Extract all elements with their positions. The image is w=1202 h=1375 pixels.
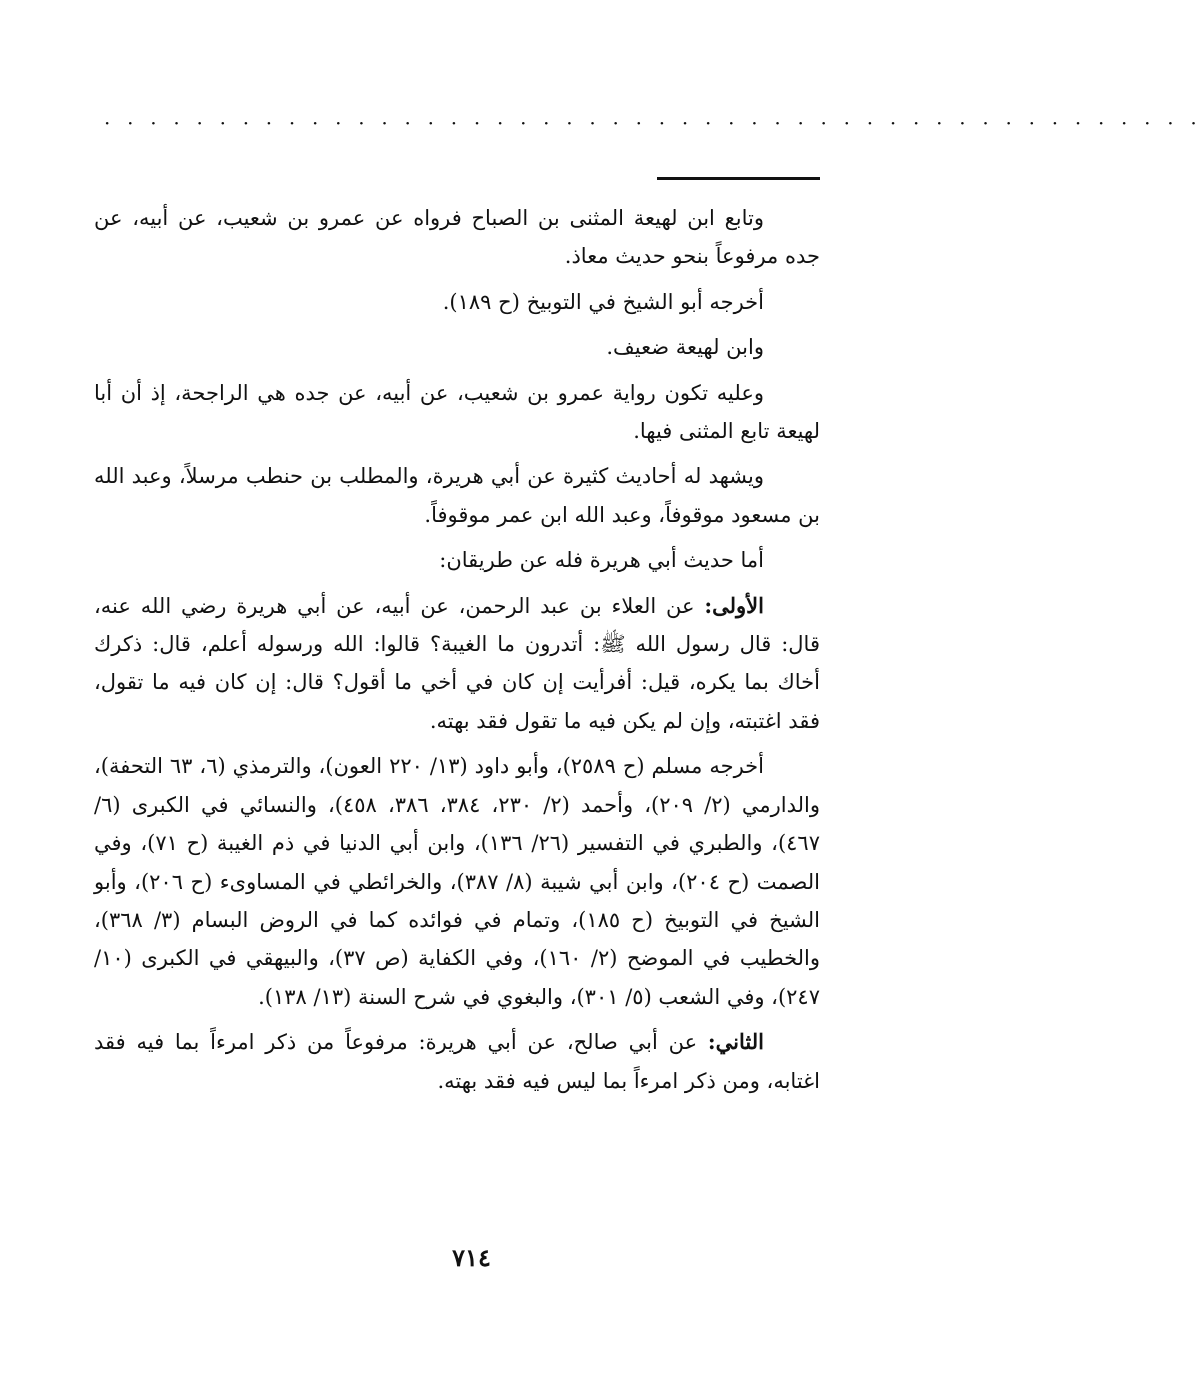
- paragraph-text: وتابع ابن لهيعة المثنى بن الصباح فرواه عن عمرو بن شعيب، عن أبيه، عن جده مرفوعاً بنحو حديث معاذ.: [94, 206, 820, 269]
- dotted-separator: · · · · · · · · · · · · · · · · · · · · · · · · · · · · · · · · · · · · · · · · · · · · · · · ·: [104, 111, 1202, 135]
- paragraph-text: أخرجه مسلم (ح ٢٥٨٩)، وأبو داود (١٣/ ٢٢٠ العون)، والترمذي (٦، ٦٣ التحفة)، والدارمي (٢/ ٢٠٩)، وأحمد (٢/ ٢٣٠، ٣٨٤، ٣٨٦، ٤٥٨)، والنسائي في الكبرى (٦/ ٤٦٧)، والطبري في التفسير (٢٦/ ١٣٦)، وابن أبي الدنيا في ذم الغيبة (ح ٧١)، وفي الصمت (ح ٢٠٤)، وابن أبي شيبة (٨/ ٣٨٧)، والخرائطي في المساوىء (ح ٢٠٦)، وأبو الشيخ في التوبيخ (ح ١٨٥)، وتمام في فوائده كما في الروض البسام (٣/ ٣٦٨)، والخطيب في الموضح (٢/ ١٦٠)، وفي الكفاية (ص ٣٧)، والبيهقي في الكبرى (١٠/ ٢٤٧)، وفي الشعب (٥/ ٣٠١)، والبغوي في شرح السنة (١٣/ ١٣٨).: [94, 754, 821, 1009]
- paragraph: [94, 328, 820, 366]
- paragraph: [94, 283, 820, 321]
- paragraph-lead: الثاني:: [707, 1029, 764, 1055]
- paragraph: [94, 747, 820, 1016]
- paragraph-lead: الأولى:: [704, 592, 764, 618]
- paragraph: [94, 374, 820, 451]
- paragraph-text: عن العلاء بن عبد الرحمن، عن أبيه، عن أبي هريرة رضي الله عنه، قال: قال رسول الله ﷺ: أتدرون ما الغيبة؟ قالوا: الله ورسوله أعلم، قال: ذكرك أخاك بما يكره، قيل: أفرأيت إن كان في أخي ما أقول؟ قال: إن كان فيه ما تقول، فقد اغتبته، وإن لم يكن فيه ما تقول فقد بهته.: [94, 593, 820, 733]
- paragraph-text: ويشهد له أحاديث كثيرة عن أبي هريرة، والمطلب بن حنطب مرسلاً، وعبد الله بن مسعود موقوفاً، وعبد الله ابن عمر موقوفاً.: [94, 464, 820, 527]
- page-number: ٧١٤: [452, 1243, 491, 1272]
- paragraph-text: وعليه تكون رواية عمرو بن شعيب، عن أبيه، عن جده هي الراجحة، إذ أن أبا لهيعة تابع المثنى فيها.: [94, 380, 820, 444]
- paragraph: [94, 199, 820, 276]
- main-text: [94, 199, 820, 1100]
- paragraph: [94, 587, 820, 741]
- paragraph-text: أما حديث أبي هريرة فله عن طريقان:: [439, 548, 764, 573]
- paragraph: [94, 457, 820, 534]
- footnote-rule: [657, 177, 820, 180]
- paragraph: [94, 541, 820, 579]
- paragraph: [94, 1023, 820, 1100]
- paragraph-text: وابن لهيعة ضعيف.: [606, 335, 764, 360]
- paragraph-text: أخرجه أبو الشيخ في التوبيخ (ح ١٨٩).: [442, 289, 764, 314]
- paragraph-text: عن أبي صالح، عن أبي هريرة: مرفوعاً من ذكر امرءاً بما فيه فقد اغتابه، ومن ذكر امرءاً بما ليس فيه فقد بهته.: [94, 1030, 820, 1093]
